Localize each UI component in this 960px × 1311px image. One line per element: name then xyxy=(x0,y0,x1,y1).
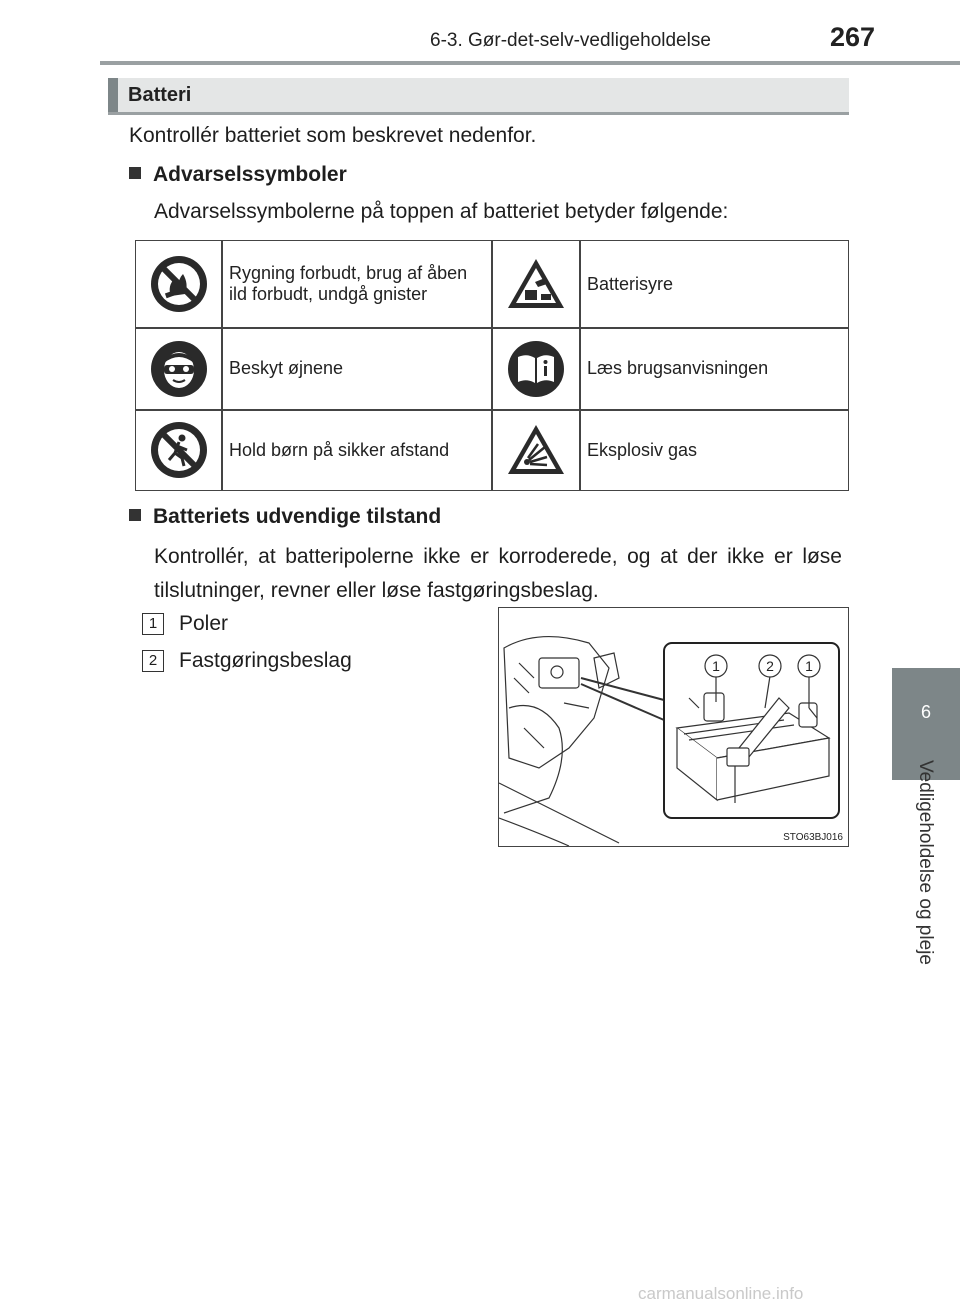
keep-children-away-icon xyxy=(136,410,221,490)
table-divider xyxy=(579,241,581,490)
subheading-external-condition xyxy=(129,505,441,529)
watermark: carmanualsonline.info xyxy=(638,1284,804,1303)
warning-symbols-table xyxy=(135,240,849,491)
bullet-square-icon xyxy=(129,167,141,179)
callout-1-label: 1 xyxy=(712,658,720,674)
figure-code: STO63BJ016 xyxy=(783,832,843,843)
warning-symbols-description: Advarselssymbolerne på toppen af batteriet betyder følgende: xyxy=(154,200,729,223)
section-header-bar xyxy=(108,78,849,115)
legend-number: 2 xyxy=(142,650,164,672)
legend-item xyxy=(142,649,352,673)
explosive-gas-icon xyxy=(493,410,579,490)
symbol-label-eye-protection: Beskyt øjnene xyxy=(229,358,344,378)
symbol-label-battery-acid: Batterisyre xyxy=(587,273,674,294)
external-condition-description: Kontrollér, at batteripolerne ikke er korroderede, og at der ikke er løse tilslutninger, revner eller løse fastgøringsbeslag. xyxy=(154,545,842,602)
battery-acid-icon xyxy=(493,241,579,327)
header-rule xyxy=(100,61,960,65)
legend-label: Fastgøringsbeslag xyxy=(179,649,352,672)
legend-item xyxy=(142,612,228,636)
subheading-text: Batteriets udvendige tilstand xyxy=(153,505,442,528)
section-bar-accent xyxy=(108,78,118,112)
read-manual-icon xyxy=(493,328,579,409)
callout-1-label-right: 1 xyxy=(805,658,813,674)
engine-bay-drawing xyxy=(499,608,848,846)
symbol-label-explosive-gas: Eksplosiv gas xyxy=(587,439,698,460)
section-title: Batteri xyxy=(128,84,192,106)
legend-label: Poler xyxy=(179,612,229,635)
symbol-label-keep-children-away: Hold børn på sikker afstand xyxy=(229,439,450,460)
chapter-title-vertical xyxy=(896,760,956,990)
battery-illustration xyxy=(498,607,849,847)
chapter-title: Vedligeholdelse og pleje xyxy=(915,760,936,965)
figure-callouts xyxy=(705,655,820,677)
subheading-warning-symbols xyxy=(129,163,347,187)
chapter-number: 6 xyxy=(920,702,931,722)
header-section-title: 6-3. Gør-det-selv-vedligeholdelse xyxy=(430,30,711,51)
legend-number: 1 xyxy=(142,613,164,635)
symbol-label-read-manual: Læs brugsanvisningen xyxy=(587,358,769,378)
subheading-text: Advarselssymboler xyxy=(153,163,347,186)
table-divider xyxy=(221,241,223,490)
symbol-label-no-smoking: Rygning forbudt, brug af åben ild forbudt, undgå gnister xyxy=(229,263,468,304)
eye-protection-icon xyxy=(136,328,221,409)
section-intro: Kontrollér batteriet som beskrevet nedenfor. xyxy=(129,124,537,147)
no-smoking-flame-icon xyxy=(136,241,221,327)
page-number: 267 xyxy=(830,22,876,52)
bullet-square-icon xyxy=(129,509,141,521)
callout-2-label: 2 xyxy=(766,658,774,674)
